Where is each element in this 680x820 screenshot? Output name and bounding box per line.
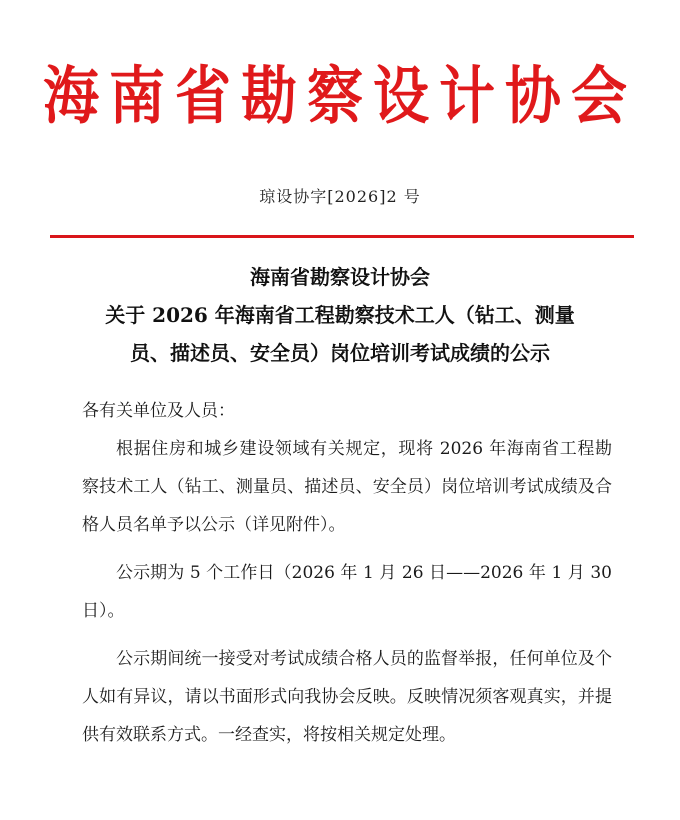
notice-body [82,392,612,764]
body-paragraph-3: 公示期间统一接受对考试成绩合格人员的监督举报，任何单位及个人如有异议，请以书面形式向我协会反映。反映情况须客观真实，并提供有效联系方式。一经查实，将按相关规定处理。 [82,649,612,745]
body-paragraph-2: 公示期为 5 个工作日（2026 年 1 月 26 日——2026 年 1 月 30 日）。 [82,563,612,621]
body-paragraph-1: 根据住房和城乡建设领域有关规定，现将 2026 年海南省工程勘察技术工人（钻工、测量员、描述员、安全员）岗位培训考试成绩及合格人员名单予以公示（详见附件）。 [82,439,612,535]
org-letterhead-title: 海南省勘察设计协会 [43,59,637,133]
notice-title [60,258,620,372]
red-divider-line [50,235,634,238]
notice-title-line-2: 关于 2026 年海南省工程勘察技术工人（钻工、测量 [105,303,575,327]
document-number: 琼设协字[2026]2 号 [259,187,421,206]
notice-title-line-1: 海南省勘察设计协会 [250,265,430,289]
salutation: 各有关单位及人员： [82,401,235,421]
notice-title-line-3: 员、描述员、安全员）岗位培训考试成绩的公示 [130,341,550,365]
